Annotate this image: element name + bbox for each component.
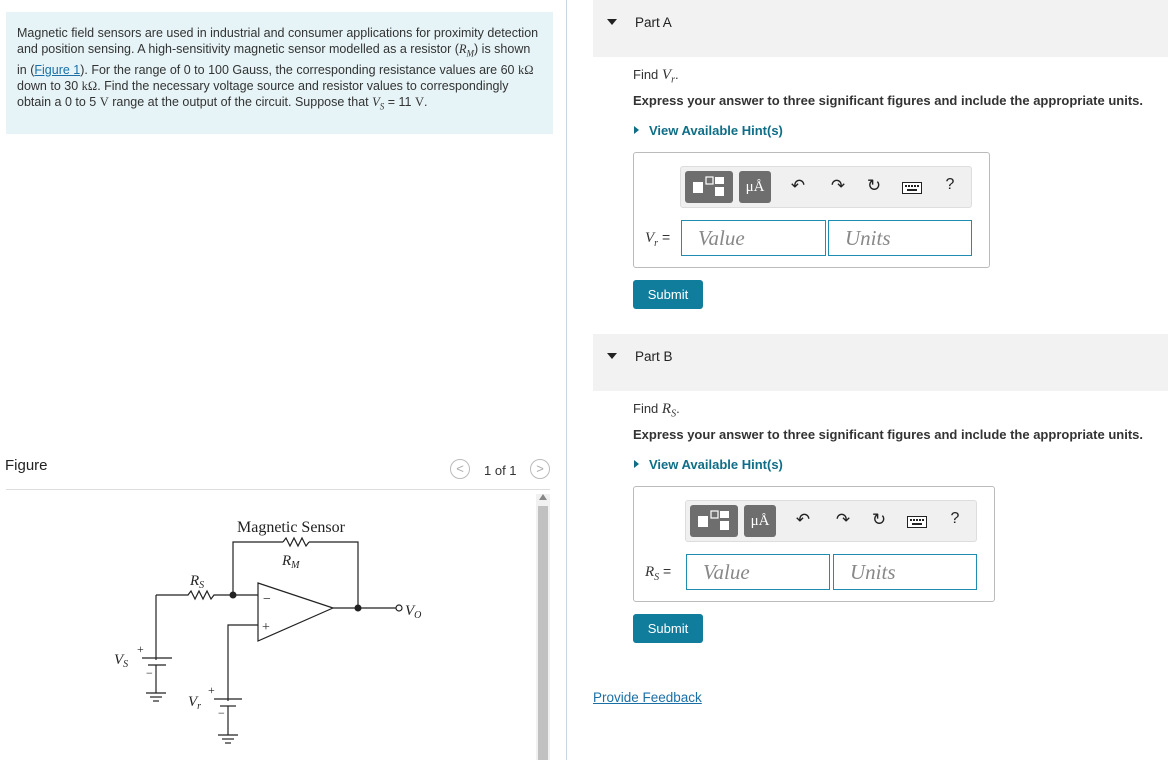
part-a-find [633,67,679,86]
vs-minus: − [146,666,153,680]
figure-divider [6,489,550,490]
vs-sub: S [379,101,385,112]
find-prefix: Find [633,401,662,416]
rm-sub: M [466,48,475,59]
provide-feedback-link[interactable]: Provide Feedback [593,690,702,705]
rm-symbol: R [458,42,467,57]
circuit-diagram [100,505,440,755]
part-a-units-input[interactable]: Units [828,220,972,256]
find-prefix: Find [633,67,662,82]
reset-icon[interactable]: ↻ [871,510,887,529]
problem-text: down to 30 [17,79,82,94]
undo-icon[interactable]: ↶ [790,176,806,195]
part-b-header[interactable] [593,334,1168,391]
problem-text: = 11 [384,95,415,110]
problem-text: . [423,95,428,110]
prev-figure-button[interactable]: < [450,459,470,479]
figure-scrollbar-thumb[interactable] [538,506,548,760]
circuit-label-rm: $R_M$ [282,553,300,571]
part-b-instructions: Express your answer to three significant figures and include the appropriate units. [633,427,1143,442]
redo-icon[interactable]: ↷ [835,510,851,529]
next-figure-button[interactable]: > [530,459,550,479]
part-b-find [633,401,680,420]
part-b-submit-button[interactable]: Submit [633,614,703,643]
find-suffix: . [676,401,680,416]
part-a-header[interactable] [593,0,1168,57]
part-b-hint-link[interactable]: View Available Hint(s) [649,457,783,472]
vs-plus: + [137,642,144,656]
circuit-label-vs: $V_S$ [114,652,129,670]
unit-v: V [414,95,424,110]
circuit-label-vo: $V_O$ [405,603,422,621]
figure-label: Figure [5,457,48,474]
problem-text: . Find the necessary voltage source and resistor values to correspondingly obtain a 0 to 5 [17,79,509,110]
figure-link[interactable]: Figure 1 [34,62,81,77]
part-b-collapse-caret-icon[interactable] [607,353,617,359]
find-suffix: . [674,67,679,82]
units-mu-a-button[interactable]: μÅ [744,505,776,537]
part-a-hint-caret-icon[interactable] [634,126,639,134]
opamp-minus: − [263,592,271,607]
part-a-instructions: Express your answer to three significant figures and include the appropriate units. [633,93,1143,108]
part-a-hint-link[interactable]: View Available Hint(s) [649,123,783,138]
keyboard-icon[interactable] [907,516,927,531]
part-b-hint-caret-icon[interactable] [634,460,639,468]
keyboard-icon[interactable] [902,182,922,197]
figure-pager: 1 of 1 [484,463,517,478]
opamp-plus: + [262,620,270,635]
unit-kohm: kΩ [81,79,98,94]
part-a-title: Part A [635,15,672,30]
part-b-title: Part B [635,349,673,364]
units-mu-a-button[interactable]: μÅ [739,171,771,203]
unit-v: V [99,95,109,110]
find-subscript: S [671,408,677,420]
find-variable: R [661,401,672,417]
redo-icon[interactable]: ↷ [830,176,846,195]
problem-text: ) is shown in ( [17,42,531,77]
problem-text: Magnetic field sensors are used in industrial and consumer applications for proximity detection and position sensing. A high-sensitivity magnetic sensor modelled as a resistor ( [17,26,539,57]
panel-divider [566,0,567,760]
part-a-variable-label: $V_r$ = [645,229,671,249]
vr-plus: + [208,683,215,697]
part-b-variable-label: $R_S$ = [645,563,672,583]
part-a-value-input[interactable]: Value [681,220,826,256]
scroll-up-arrow-icon[interactable] [539,494,547,500]
reset-icon[interactable]: ↻ [866,176,882,195]
help-icon[interactable]: ? [945,176,955,193]
vr-minus: − [218,706,225,720]
part-a-collapse-caret-icon[interactable] [607,19,617,25]
vs-symbol: V [372,95,380,110]
find-subscript: r [671,74,675,86]
part-a-submit-button[interactable]: Submit [633,280,703,309]
problem-text: ). For the range of 0 to 100 Gauss, the corresponding resistance values are 60 [80,62,518,77]
problem-text: range at the output of the circuit. Suppose that [108,95,373,110]
part-b-units-input[interactable]: Units [833,554,977,590]
undo-icon[interactable]: ↶ [795,510,811,529]
unit-kohm: kΩ [518,62,534,77]
templates-icon[interactable] [690,505,738,537]
help-icon[interactable]: ? [950,510,960,527]
circuit-title: Magnetic Sensor [237,519,345,536]
part-b-value-input[interactable]: Value [686,554,830,590]
problem-statement [6,12,553,134]
circuit-label-rs: $R_S$ [190,573,205,591]
templates-icon[interactable] [685,171,733,203]
circuit-label-vr: $V_r$ [188,694,202,712]
find-variable: V [661,67,672,83]
